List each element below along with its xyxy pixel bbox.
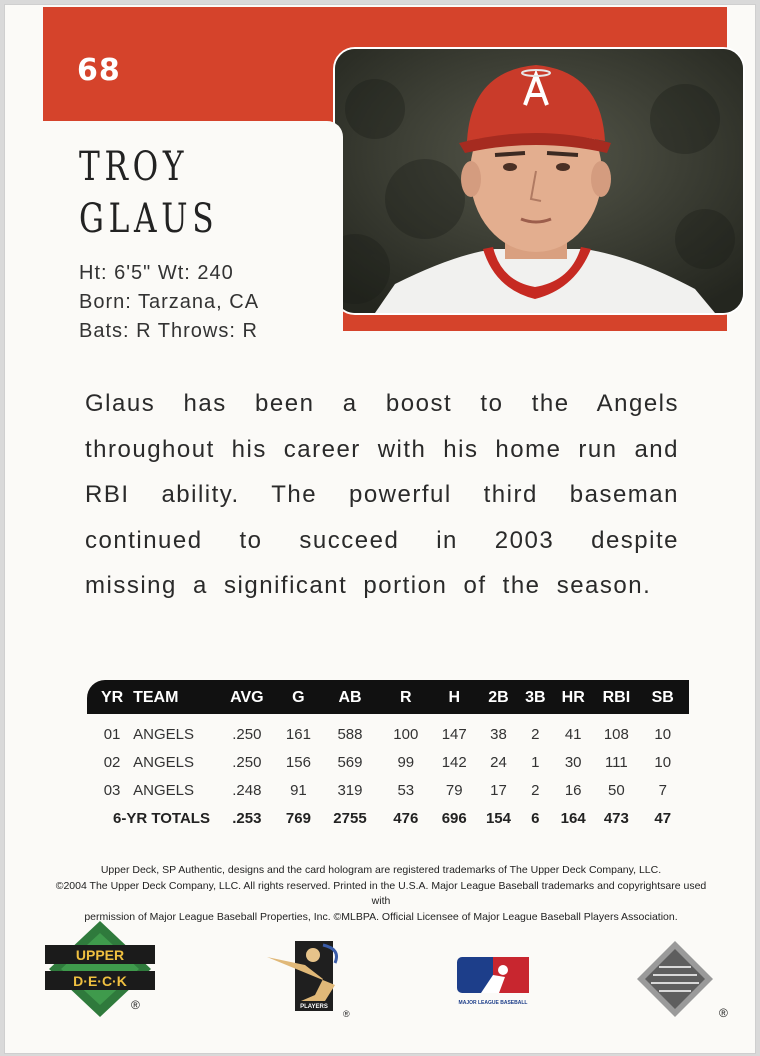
cell-3b: 6 (531, 809, 540, 827)
cell-sb: 10 (654, 753, 672, 771)
cell-hr: 30 (564, 753, 582, 771)
cell-h: 696 (441, 809, 467, 827)
cell-3b: 2 (531, 725, 540, 743)
cell-sb: 10 (654, 725, 672, 743)
col-header-sb: SB (651, 689, 674, 706)
card-number: 68 (77, 53, 121, 88)
players-association-logo (267, 941, 350, 1019)
cell-h: 142 (441, 753, 467, 771)
cell-yr: 02 (103, 753, 121, 771)
cell-totals-label: 6-YR TOTALS (113, 809, 210, 827)
cell-r: 99 (397, 753, 415, 771)
svg-text:UPPER: UPPER (75, 947, 125, 963)
cell-team: ANGELS (133, 781, 194, 799)
col-header-3b: 3B (525, 689, 546, 706)
legal-line: permission of Major League Baseball Properties, Inc. ©MLBPA. Official Licensee of Major League Baseball Players Association. (84, 910, 678, 923)
cell-rbi: 473 (603, 809, 629, 827)
col-header-avg: AVG (230, 689, 264, 706)
col-header-g: G (292, 689, 305, 706)
col-header-r: R (400, 689, 412, 706)
upper-deck-logo (45, 921, 155, 1017)
svg-text:®: ® (719, 1006, 728, 1020)
cell-ab: 319 (337, 781, 363, 799)
cell-2b: 154 (485, 809, 511, 827)
cell-g: 156 (285, 753, 311, 771)
cell-avg: .253 (232, 809, 262, 827)
legal-line: Upper Deck, SP Authentic, designs and the card hologram are registered trademarks of The Upper Deck Company, LLC. (100, 864, 662, 876)
cell-2b: 24 (490, 753, 507, 771)
player-vitals (79, 259, 259, 346)
cell-rbi: 50 (608, 781, 625, 799)
col-header-yr: YR (100, 689, 124, 706)
table-row (91, 748, 687, 776)
player-name (79, 141, 218, 245)
cell-ab: 569 (337, 753, 363, 771)
cell-yr: 01 (103, 725, 121, 743)
player-photo (333, 47, 745, 315)
hologram-icon (637, 941, 728, 1020)
cell-team: ANGELS (133, 753, 194, 771)
cell-team: ANGELS (133, 725, 194, 743)
vital-birthplace: Born: Tarzana, CA (79, 291, 260, 313)
cell-r: 100 (393, 725, 419, 743)
cell-g: 769 (285, 809, 311, 827)
cell-avg: .250 (232, 725, 262, 743)
cell-rbi: 108 (603, 725, 629, 743)
col-header-hr: HR (561, 689, 585, 706)
legal-line: ©2004 The Upper Deck Company, LLC. All rights reserved. Printed in the U.S.A. Major League Baseball trademarks and copyrightsare used with (55, 879, 707, 907)
cell-3b: 2 (531, 781, 540, 799)
cell-h: 147 (441, 725, 467, 743)
totals-row (91, 804, 687, 832)
cell-yr: 03 (103, 781, 121, 799)
svg-text:®: ® (343, 1009, 350, 1019)
cell-2b: 17 (490, 781, 507, 799)
svg-text:PLAYERS: PLAYERS (300, 1004, 328, 1010)
cell-rbi: 111 (604, 753, 628, 771)
col-header-rbi: RBI (602, 689, 631, 706)
cell-ab: 2755 (333, 809, 367, 827)
vital-bats-throws: Bats: R Throws: R (79, 320, 258, 342)
cell-g: 161 (285, 725, 311, 743)
player-first-name: TROY (79, 144, 189, 190)
col-header-h: H (448, 689, 461, 706)
name-panel (43, 121, 343, 351)
player-portrait-image (335, 49, 743, 313)
cell-3b: 1 (531, 753, 540, 771)
registered-mark: ® (131, 998, 140, 1012)
cell-ab: 588 (337, 725, 363, 743)
logo-strip (5, 915, 755, 1025)
cell-avg: .250 (232, 753, 262, 771)
cell-sb: 47 (654, 809, 672, 827)
col-header-team: TEAM (133, 689, 179, 706)
stats-header-row (91, 684, 687, 712)
cell-h: 79 (445, 781, 463, 799)
baseball-card-back (4, 4, 756, 1054)
table-row (91, 776, 687, 804)
logo-strip-graphics (5, 915, 755, 1025)
cell-hr: 164 (560, 809, 586, 827)
vital-height-weight: Ht: 6'5" Wt: 240 (79, 262, 234, 284)
cell-r: 53 (397, 781, 415, 799)
cell-g: 91 (290, 781, 307, 799)
player-last-name: GLAUS (79, 196, 219, 242)
cell-avg: .248 (232, 781, 262, 799)
cell-sb: 7 (658, 781, 667, 799)
svg-text:D·E·C·K: D·E·C·K (73, 973, 127, 989)
cell-hr: 16 (564, 781, 582, 799)
col-header-ab: AB (338, 689, 362, 706)
cell-r: 476 (393, 809, 419, 827)
table-row (91, 720, 687, 748)
player-bio: Glaus has been a boost to the Angels throughout his career with his home run and RBI ability. The powerful third baseman continued to succeed in 2003 despite missing a significant portion of the season. (85, 390, 679, 599)
cell-2b: 38 (490, 725, 507, 743)
col-header-2b: 2B (488, 689, 509, 706)
mlb-logo (457, 957, 529, 1006)
cell-hr: 41 (564, 725, 582, 743)
svg-text:MAJOR LEAGUE BASEBALL: MAJOR LEAGUE BASEBALL (458, 1000, 528, 1006)
